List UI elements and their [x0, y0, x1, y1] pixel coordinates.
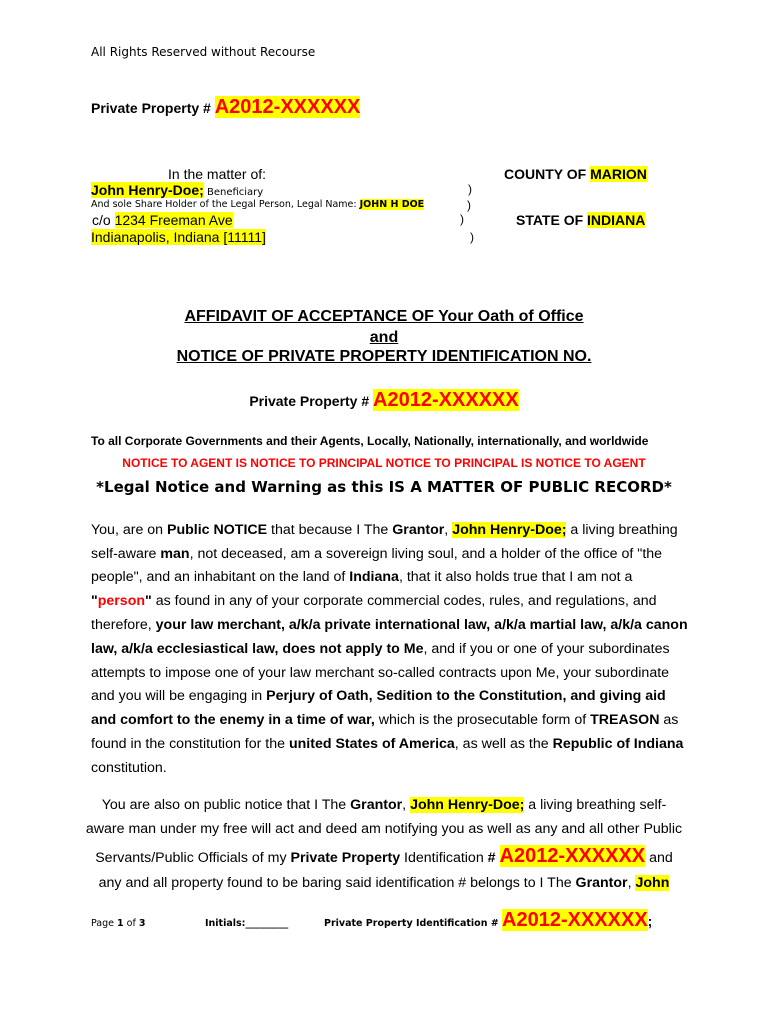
share-holder-line	[91, 199, 424, 210]
p1-line-7	[91, 665, 669, 681]
p1-text: therefore,	[91, 617, 156, 633]
p2-id-value: A2012-XXXXXX	[499, 845, 646, 867]
page-current: 1	[117, 918, 124, 929]
p2-text	[496, 850, 500, 866]
p2-text: and	[645, 850, 673, 866]
title-line-1: AFFIDAVIT OF ACCEPTANCE OF Your Oath of Office	[184, 308, 584, 325]
party-name: John Henry-Doe;	[91, 182, 204, 198]
p1-perjury: Perjury of Oath, Sedition to the Constitution, and giving aid	[266, 688, 666, 704]
state-label: STATE OF	[516, 212, 588, 228]
p1-public-notice: Public NOTICE	[167, 522, 268, 538]
p2-text: You are also on public notice that I The	[101, 797, 351, 813]
legal-name: JOHN H DOE	[359, 199, 425, 210]
p1-text: people", and an inhabitant on the land of	[91, 569, 350, 585]
p1-line-9	[91, 712, 678, 728]
p2-grantor: Grantor	[350, 797, 403, 813]
p2-grantor: Grantor	[575, 875, 628, 891]
p1-name: John Henry-Doe;	[452, 522, 567, 538]
paren-2: )	[467, 198, 471, 212]
rights-reserved: All Rights Reserved without Recourse	[91, 45, 316, 59]
paren-4: )	[470, 230, 474, 244]
p1-law-merchant: your law merchant, a/k/a private international law, a/k/a martial law, a/k/a canon	[155, 617, 688, 633]
share-holder-text: And sole Share Holder of the Legal Person, Legal Name:	[91, 199, 360, 210]
p1-text: constitution.	[91, 760, 167, 776]
p2-text: ,	[627, 875, 636, 891]
p1-comfort: and comfort to the enemy in a time of war,	[91, 712, 375, 728]
p2-text: any and all property found to be baring said identification # belongs to I The	[98, 875, 576, 891]
to-all-governments: To all Corporate Governments and their Agents, Locally, Nationally, internationally, and worldwide	[91, 434, 649, 448]
page-of: of	[123, 918, 139, 929]
p2-name: John Henry-Doe;	[410, 797, 525, 813]
title-line-3: NOTICE OF PRIVATE PROPERTY IDENTIFICATION NO.	[176, 348, 592, 365]
p1-person: person	[97, 593, 146, 609]
page-total: 3	[138, 918, 146, 929]
mid-private-property	[0, 389, 768, 412]
p1-line-2	[91, 546, 662, 562]
county-value: MARION	[590, 166, 647, 182]
agent-notice: NOTICE TO AGENT IS NOTICE TO PRINCIPAL NOTICE TO PRINCIPAL IS NOTICE TO AGENT	[122, 456, 646, 470]
p1-line-6	[91, 641, 670, 657]
county-label: COUNTY OF	[504, 166, 591, 182]
p1-line-3	[91, 569, 632, 585]
p1-law-merchant-cont: law, a/k/a ecclesiastical law, does not apply to Me	[91, 641, 424, 657]
footer-ppid-value: A2012-XXXXXX	[502, 909, 648, 931]
footer-semicolon: ;	[647, 913, 653, 929]
p2-text: Identification	[400, 850, 488, 866]
p1-text: as found in any of your corporate commercial codes, rules, and regulations, and	[151, 593, 657, 609]
beneficiary-label: Beneficiary	[203, 187, 264, 198]
paren-1: )	[468, 182, 472, 196]
p1-indiana: Indiana	[349, 569, 399, 585]
state-value: INDIANA	[587, 212, 646, 228]
in-matter-label: In the matter of:	[168, 166, 267, 182]
p1-text: , and if you or one of your subordinates	[423, 641, 670, 657]
p1-line-8	[91, 688, 666, 704]
p1-text: self-aware	[91, 546, 161, 562]
p1-man: man	[160, 546, 190, 562]
mid-id-value: A2012-XXXXXX	[373, 389, 519, 411]
p1-text: and you will be engaging in	[91, 688, 267, 704]
footer-initials: Initials:_________	[205, 918, 289, 929]
county-line	[504, 166, 647, 182]
party-name-line	[91, 182, 263, 200]
p2-text: ,	[402, 797, 411, 813]
p2-line-2	[0, 821, 768, 837]
top-private-property	[91, 96, 360, 119]
title-line-2: and	[369, 329, 399, 346]
co-label: c/o	[92, 212, 115, 228]
legal-notice-warning: *Legal Notice and Warning as this IS A MATTER OF PUBLIC RECORD*	[96, 478, 672, 496]
city-line: Indianapolis, Indiana [11111]	[91, 229, 266, 245]
p1-line-10	[91, 736, 683, 752]
p1-text: a living breathing	[566, 522, 678, 538]
p1-text: as	[659, 712, 679, 728]
p2-text: a living breathing self-	[524, 797, 667, 813]
top-id-value: A2012-XXXXXX	[214, 96, 361, 118]
p1-usa: united States of America	[288, 736, 455, 752]
footer-page-number	[91, 918, 145, 929]
paren-3: )	[460, 212, 464, 226]
address-line	[91, 212, 233, 228]
p2-text: Servants/Public Officials of my	[95, 850, 291, 866]
footer-ppid-label: Private Property Identification #	[324, 918, 503, 929]
street-address: 1234 Freeman Ave	[114, 212, 233, 228]
mid-id-label: Private Property #	[249, 393, 374, 409]
p1-text: , that it also holds true that I am not a	[398, 569, 633, 585]
p1-grantor: Grantor	[392, 522, 445, 538]
p2-private-property: Private Property	[290, 850, 401, 866]
p2-line-1	[0, 797, 768, 813]
page-label: Page	[91, 918, 118, 929]
footer-ppid	[324, 909, 652, 932]
p2-text: aware man under my free will act and deed am notifying you as well as any and all other Public	[85, 821, 683, 837]
p1-quote: "	[145, 593, 152, 609]
p1-text: that because I The	[267, 522, 393, 538]
p2-line-3	[0, 845, 768, 868]
p1-quote: "	[91, 593, 98, 609]
p1-text: ,	[444, 522, 453, 538]
p1-treason: TREASON	[590, 712, 660, 728]
top-id-label: Private Property #	[91, 100, 215, 116]
p1-text: found in the constitution for the	[91, 736, 289, 752]
state-line	[516, 212, 645, 228]
p1-republic: Republic of Indiana	[552, 736, 684, 752]
p1-text: attempts to impose one of your law merchant so-called contracts upon Me, your subordinate	[91, 665, 670, 681]
p1-text: You, are on	[91, 522, 167, 538]
p1-text: , not deceased, am a sovereign living soul, and a holder of the office of "the	[189, 546, 663, 562]
p2-line-4	[0, 875, 768, 891]
p1-line-4	[91, 593, 657, 609]
p2-name-partial: John	[635, 875, 670, 891]
p1-line-1	[91, 522, 678, 538]
p1-text: which is the prosecutable form of	[374, 712, 591, 728]
p1-text: , as well as the	[454, 736, 553, 752]
p2-hash: #	[487, 850, 496, 866]
p1-line-11	[91, 760, 167, 776]
p1-line-5	[91, 617, 688, 633]
